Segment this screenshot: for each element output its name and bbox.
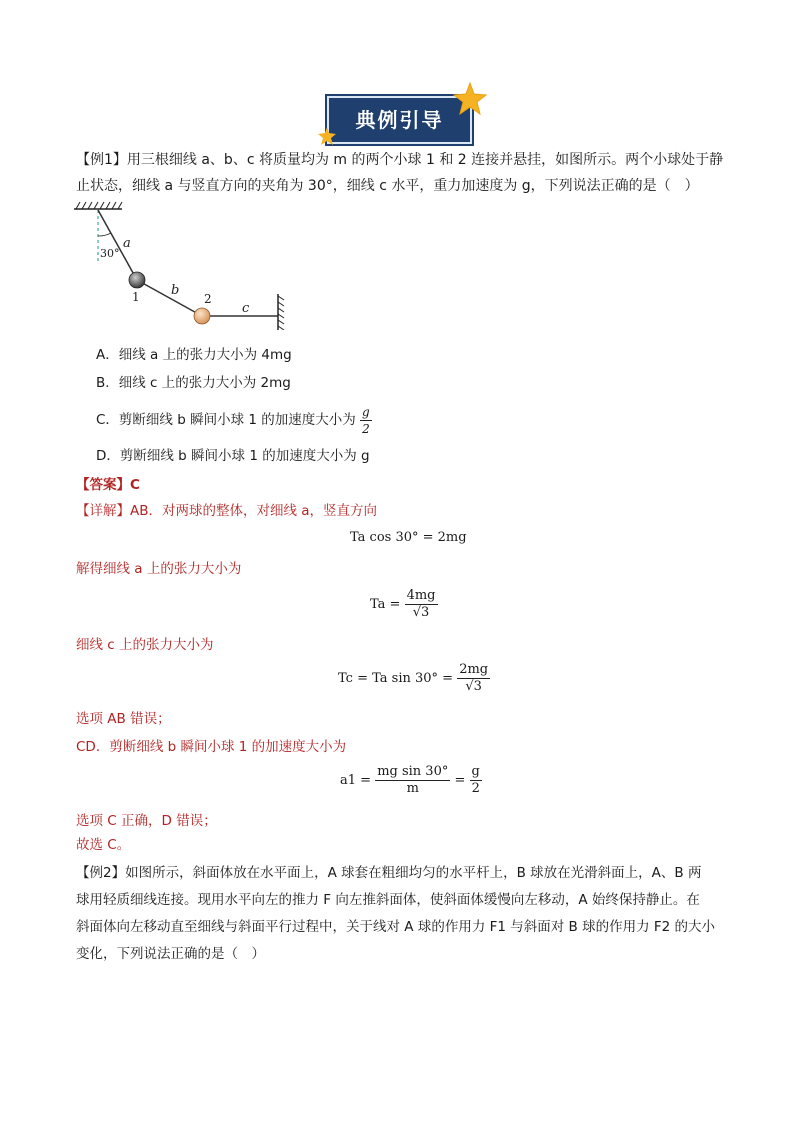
detail-text-3: 选项 AB 错误； [76, 711, 171, 727]
star-icon [452, 82, 488, 116]
equation-1: Ta cos 30° = 2mg [350, 530, 467, 545]
section-title-badge [327, 96, 472, 144]
label-a: a [123, 236, 131, 251]
equation-4: a1 = $\frac{\text{mg sin 30°}}{m}$ = $\frac{g}{2}$ [340, 764, 480, 796]
ex2-line-1: 【例2】如图所示，斜面体放在水平面上，A 球套在粗细均匀的水平杆上，B 球放在光滑斜面上，A、B 两 [76, 865, 702, 881]
pendulum-figure [70, 200, 290, 330]
ex2-line-3: 斜面体向左移动直至细线与斜面平行过程中，关于线对 A 球的作用力 F1 与斜面对 B 球的作用力 F2 的大小 [76, 919, 716, 935]
detail-text-1: 解得细线 a 上的张力大小为 [76, 561, 242, 577]
ex2-line-4: 变化，下列说法正确的是（ ） [76, 946, 265, 962]
detail-intro: 【详解】AB．对两球的整体，对细线 a，竖直方向 [76, 503, 378, 519]
detail-text-6: 故选 C。 [76, 837, 131, 853]
ex1-line-2: 止状态，细线 a 与竖直方向的夹角为 30°，细线 c 水平，重力加速度为 g，下列说法正确的是（ ） [76, 178, 699, 194]
label-c: c [242, 301, 250, 316]
option-d: D．剪断细线 b 瞬间小球 1 的加速度大小为 g [96, 448, 370, 464]
ball-1 [129, 272, 145, 288]
option-c: C．剪断细线 b 瞬间小球 1 的加速度大小为 $\frac{g}{2}$ [96, 404, 370, 436]
equation-3: Tc = Ta sin 30° = $\frac{2mg}{√3}$ [338, 662, 489, 694]
angle-label: 30° [100, 247, 120, 260]
option-c-fraction: $\frac{g}{2}$ [362, 404, 370, 436]
section-title: 典例引导 [355, 108, 444, 132]
detail-text-4: CD．剪断细线 b 瞬间小球 1 的加速度大小为 [76, 739, 347, 755]
detail-text-5: 选项 C 正确，D 错误； [76, 813, 217, 829]
ball-2 [194, 308, 210, 324]
option-a: A．细线 a 上的张力大小为 4mg [96, 347, 292, 363]
equation-2: Ta = $\frac{4mg}{√3}$ [370, 588, 436, 620]
answer: 【答案】C [76, 477, 140, 493]
label-ball-1: 1 [132, 290, 140, 304]
ex1-line-1: 【例1】用三根细线 a、b、c 将质量均为 m 的两个小球 1 和 2 连接并悬挂，如图所示。两个小球处于静 [76, 152, 724, 168]
ex2-line-2: 球用轻质细线连接。现用水平向左的推力 F 向左推斜面体，使斜面体缓慢向左移动，A 始终保持静止。在 [76, 892, 700, 908]
detail-text-2: 细线 c 上的张力大小为 [76, 637, 214, 653]
label-b: b [171, 283, 180, 298]
label-ball-2: 2 [204, 292, 212, 306]
small-star-icon [316, 126, 338, 146]
option-b: B．细线 c 上的张力大小为 2mg [96, 375, 291, 391]
